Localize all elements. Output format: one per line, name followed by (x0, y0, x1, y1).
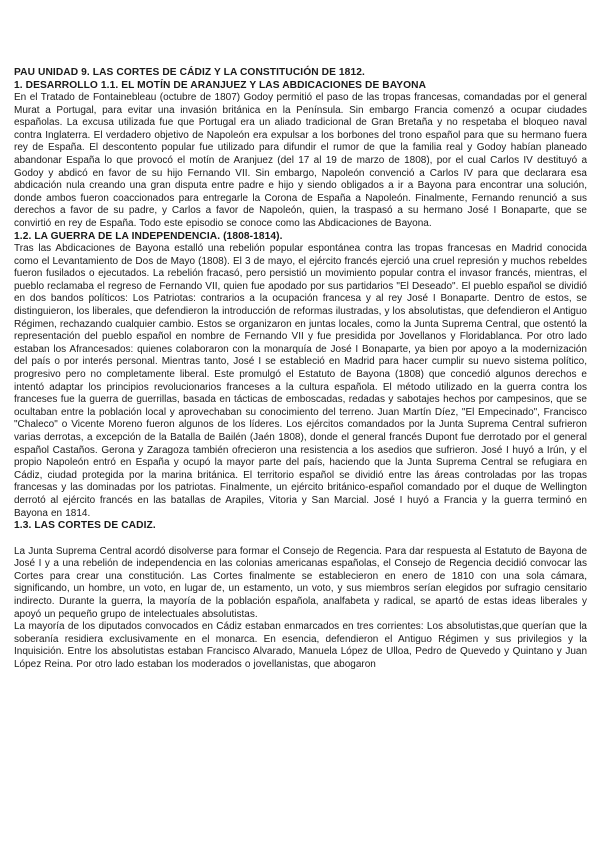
document-title-block (14, 67, 587, 92)
paragraph-cortes-cadiz-1: La Junta Suprema Central acordó disolverse para formar el Consejo de Regencia. Para dar respuesta al Estatuto de Bayona de José I y a una rebelión de independencia en las colonias americanas españolas, el Consejo de Regencia decidió convocar las Cortes para crear una constitución. Las Cortes finalmente se establecieron en enero de 1810 con una sola cámara, significando, un hombre, un voto, en lugar de, un estamento, un voto, y sus miembros serían elegidos por sufragio censitario indirecto. Durante la guerra, la mayoría de la población española, analfabeta y radical, se apartó de estas ideas liberales y apoyó un pequeño grupo de intelectuales absolutistas. (14, 545, 587, 620)
intro-paragraph: En el Tratado de Fontainebleau (octubre de 1807) Godoy permitió el paso de las tropas francesas, comandadas por el general Murat a Portugal, para evitar una invasión británica en la Península. Sin embargo Francia comenzó a ocupar ciudades españolas. La excusa utilizada fue que Portugal era un aliado tradicional de Gran Bretaña y no respetaba el bloqueo naval contra Inglaterra. El verdadero objetivo de Napoleón era expulsar a los borbones del trono español para que su hermano fuera rey de España. El descontento popular fue utilizado para difundir el rumor de que la familia real y Godoy habían planeado abandonar España lo que provocó el motín de Aranjuez (del 17 al 19 de marzo de 1808), por el cual Carlos IV destituyó a Godoy y abdicó en favor de su hijo Fernando VII. Sin embargo, Napoleón convenció a Carlos IV para que declarara esa abdicación nula creando una gran disputa entre padre e hijo y siendo obligados a ir a Bayona para encontrar una solución, donde ambos fueron coaccionados para entregarle la Corona de España a Napoleón. Finalmente, Fernando renunció a sus derechos a favor de su padre, y Carlos a favor de Napoleón, quien, la traspasó a su hermano José I Bonaparte, que se convirtió en rey de España. Todo este episodio se conoce como las Abdicaciones de Bayona. (14, 92, 587, 229)
section-heading-cortes-cadiz: 1.3. LAS CORTES DE CADIZ. (14, 520, 156, 532)
section-heading-guerra-independencia: 1.2. LA GUERRA DE LA INDEPENDENCIA. (1808-1814). (14, 230, 283, 242)
document-content (14, 67, 587, 672)
document-subtitle: 1. DESARROLLO 1.1. EL MOTÍN DE ARANJUEZ Y LAS ABDICACIONES DE BAYONA (14, 79, 427, 91)
paragraph-cortes-cadiz-2: La mayoría de los diputados convocados en Cádiz estaban enmarcados en tres corrientes: Los absolutistas,que querían que la soberanía residiera exclusivamente en el monarca. En esencia, defendieron el Antiguo Régimen y sus privilegios y la Inquisición. Entre los absolutistas estaban Francisco Alvarado, Manuela López de Ulloa, Pedro de Quevedo y Quintano y Juan López Reina. Por otro lado estaban los moderados o jovellanistas, que abogaron (14, 621, 587, 670)
paragraph-guerra-independencia: Tras las Abdicaciones de Bayona estalló una rebelión popular espontánea contra las tropas francesas en Madrid conocida como el Levantamiento de Dos de Mayo (1808). El 3 de mayo, el ejército francés ejerció una cruel represión y muchos rebeldes fueron fusilados o ejecutados. La rebelión fracasó, pero persistió un movimiento popular contra el invasor francés, mientras, el pueblo reclamaba el regreso de Fernando VII, quien fue apodado por sus partidarios "El Deseado". El pueblo español se dividió en dos bandos políticos: Los Patriotas: contrarios a la ocupación francesa y al rey José I Bonaparte. Dentro de estos, se distinguieron, los liberales, que defendieron la introducción de reformas ilustradas, y los absolutistas, que defendieron el Antiguo Régimen, rechazando cualquier cambio. Estos se organizaron en juntas locales, como la Junta Suprema Central, que ostentó la representación del pueblo español en nombre de Fernando VII y fue presidida por Jovellanos y Floridablanca. Por otro lado estaban los Afrancesados: quienes colaboraron con la monarquía de José I Bonaparte, ya bien por apoyo a la modernización del país o por interés personal. Mientras tanto, José I se estableció en Madrid para hacer cumplir su nuevo sistema político, progresivo pero no completamente liberal. Este promulgó el Estatuto de Bayona (1808) que concedió algunos derechos e intentó adaptar los principios revolucionarios franceses a la cultura española. El método utilizado en la guerra contra los franceses fue la guerra de guerrillas, basada en tácticas de emboscadas, redadas y sabotajes hechos por campesinos, que se ocultaban entre la población local y aprovechaban su conocimiento del terreno. Juan Martín Díez, "El Empecinado", Francisco "Chaleco" o Vicente Moreno fueron algunos de los líderes. Los ejércitos comandados por la Junta Suprema Central sufrieron varias derrotas, a excepción de la Batalla de Bailén (Jaén 1808), donde el general francés Dupont fue derrotado por el general español Castaños. Gerona y Zaragoza también ofrecieron una resistencia a los asedios que sufrieron. José I huyó a Irún, y el propio Napoleón entró en España y ocupó la mayor parte del país, haciendo que la Junta Suprema Central se refugiara en Cádiz, ciudad protegida por la marina británica. El territorio español se dividió entre las áreas controladas por las tropas francesas y las dominadas por los patriotas. Finalmente, un ejército británico-español comandado por el duque de Wellington derrotó al ejército francés en las batallas de Arapiles, Vitoria y San Marcial. José I huyó a Francia y la guerra terminó en Bayona en 1814. (14, 243, 587, 519)
document-title: PAU UNIDAD 9. LAS CORTES DE CÁDIZ Y LA CONSTITUCIÓN DE 1812. (14, 67, 365, 78)
